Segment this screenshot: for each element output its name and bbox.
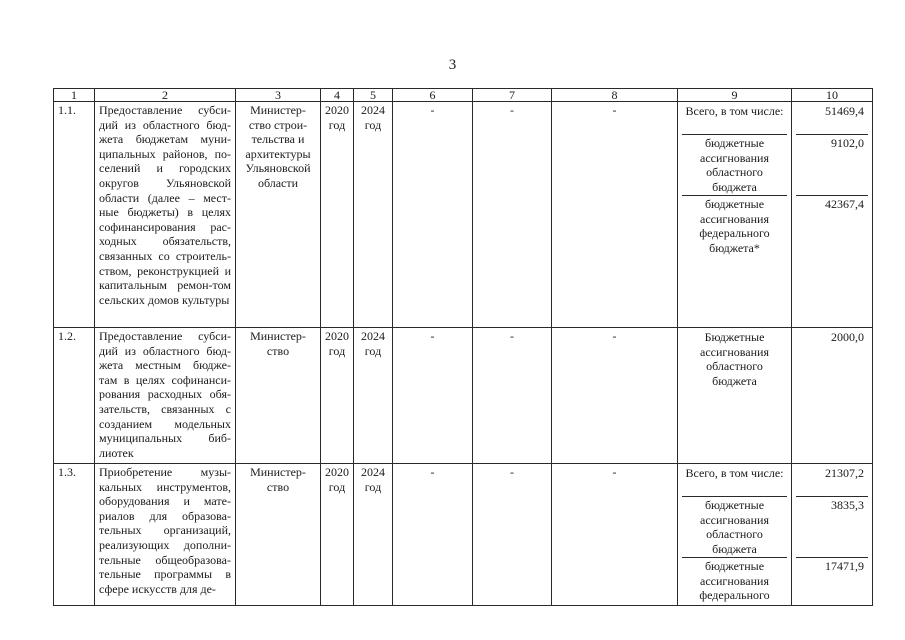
row-number: 1.3. [54,464,95,606]
header-cell: 2 [95,89,236,102]
page-number: 3 [448,57,457,73]
header-cell: 10 [792,89,873,102]
table-row [54,102,873,328]
end-year: 2024 год [354,328,393,464]
funding-amount: 9102,0 [796,135,868,196]
funding-amount: 51469,4 [796,103,868,135]
header-row [54,89,873,102]
cell-7: - [473,328,552,464]
row-number: 1.2. [54,328,95,464]
header-cell: 7 [473,89,552,102]
funding-source: бюджетные ассигнования федерального бюджета* [699,197,770,255]
funding-amount: 21307,2 [796,465,868,497]
cell-8: - [552,102,678,328]
header-cell: 4 [321,89,354,102]
funding-sources [678,328,792,464]
funding-amounts [792,464,873,606]
funding-amount: 17471,9 [825,559,864,573]
header-cell: 1 [54,89,95,102]
executor: Министер-ство строи-тельства и архитектуры Ульяновской области [236,102,321,328]
cell-6: - [393,464,473,606]
measure-description: Предоставление субси-дий из областного бюд-жета бюджетам муни-ципальных районов, по-селений и городских округов Ульяновской области (далее – мест-ные бюджеты) в целях софинансирования рас-ходных обязательств, связанных со строитель-ством, реконструкцией и капитальным ремон-том сельских домов культуры [95,102,236,328]
funding-source: бюджетные ассигнования областного бюджета [682,497,787,558]
funding-source: Всего, в том числе: [682,103,787,135]
header-cell: 8 [552,89,678,102]
funding-sources [678,464,792,606]
funding-source: бюджетные ассигнования федерального [699,559,770,603]
funding-sources [678,102,792,328]
measure-description: Предоставление субси-дий из областного бюд-жета местным бюдже-там в целях софинанси-рования расходных обя-зательств, связанных с созданием модельных муниципальных биб-лиотек [95,328,236,464]
funding-amounts [792,102,873,328]
table-row [54,464,873,606]
cell-8: - [552,328,678,464]
cell-8: - [552,464,678,606]
header-cell: 5 [354,89,393,102]
funding-source: бюджетные ассигнования областного бюджета [682,135,787,196]
end-year: 2024 год [354,102,393,328]
cell-7: - [473,102,552,328]
measure-description: Приобретение музы-кальных инструментов, оборудования и мате-риалов для образова-тельных организаций, реализующих дополни-тельные общеобразова-тельные программы в сфере искусств для де- [95,464,236,606]
funding-amounts [792,328,873,464]
header-cell: 3 [236,89,321,102]
cell-6: - [393,328,473,464]
cell-7: - [473,464,552,606]
funding-amount: 3835,3 [796,497,868,558]
table-row [54,328,873,464]
funding-amount: 2000,0 [831,330,864,344]
cell-6: - [393,102,473,328]
start-year: 2020 год [321,102,354,328]
funding-amount: 42367,4 [825,197,864,211]
end-year: 2024 год [354,464,393,606]
start-year: 2020 год [321,328,354,464]
funding-source: Бюджетные ассигнования областного бюджета [700,330,769,388]
row-number: 1.1. [54,102,95,328]
funding-source: Всего, в том числе: [682,465,787,497]
executor: Министер-ство [236,464,321,606]
executor: Министер-ство [236,328,321,464]
measures-table [53,88,873,606]
header-cell: 9 [678,89,792,102]
start-year: 2020 год [321,464,354,606]
header-cell: 6 [393,89,473,102]
